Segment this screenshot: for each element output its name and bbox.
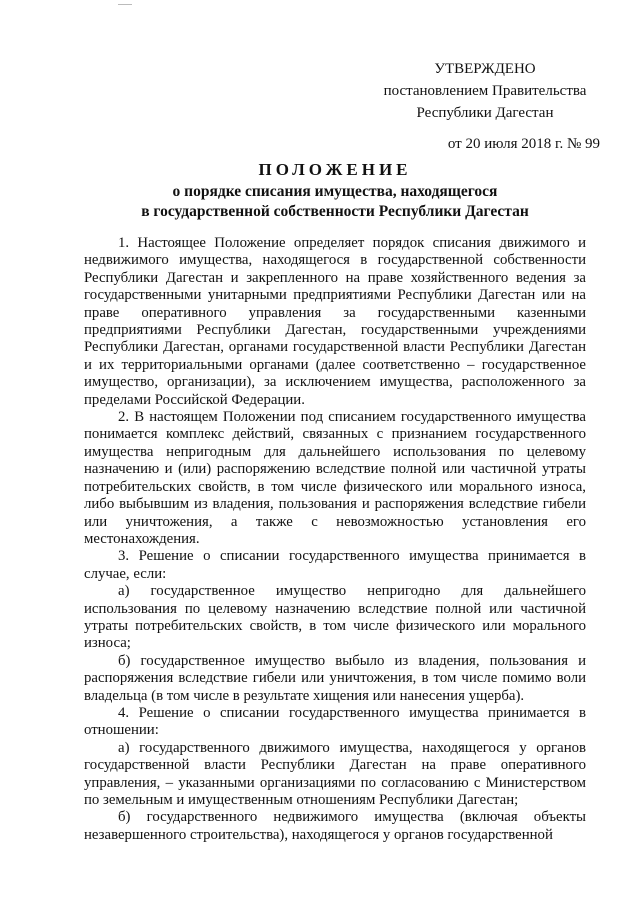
paragraph: б) государственного недвижимого имущества (включая объекты незавершенного строительства), находящегося у органов государственной — [84, 809, 586, 843]
document-title: ПОЛОЖЕНИЕ — [258, 160, 412, 179]
paragraph: 2. В настоящем Положении под списанием государственного имущества понимается комплекс действий, связанных с признанием государственного имущества непригодным для дальнейшего использования по целевому назначению и (или) распоряжению вследствие полной или частичной утраты потребительских свойств, в том числе физического или морального износа, либо выбывшим из владения, пользования и распоряжения вследствие гибели или уничтожения, а также с невозможностью установления его местонахождения. — [84, 409, 586, 547]
document-header — [84, 158, 586, 222]
paragraph: а) государственное имущество непригодно для дальнейшего использования по целевому назначению вследствие полной или частичной утраты потребительских свойств, в том числе физического или морального износа; — [84, 583, 586, 652]
document-subtitle-line-1: о порядке списания имущества, находящегося — [172, 183, 498, 200]
paragraph: б) государственное имущество выбыло из владения, пользования и распоряжения вследствие гибели или уничтожения, в том числе помимо воли владельца (в том числе в результате хищения или нанесения ущерба). — [84, 652, 586, 704]
paragraph: 1. Настоящее Положение определяет порядок списания движимого и недвижимого имущества, находящегося в государственной собственности Республики Дагестан и закрепленного на праве хозяйственного ведения за государственными унитарными предприятиями Республики Дагестан или на праве оперативного управления за государственными казенными предприятиями Республики Дагестан, государственными учреждениями Республики Дагестан, органами государственной власти Республики Дагестан и их территориальными органами (далее соответственно – государственное имущество, организации), за исключением имущества, расположенного за пределами Российской Федерации. — [84, 235, 586, 408]
approval-stamp — [370, 58, 600, 155]
approval-line-1: постановлением Правительства — [383, 83, 587, 99]
scan-mark — [118, 4, 132, 7]
paragraph: а) государственного движимого имущества, находящегося у органов государственной власти Республики Дагестан на праве оперативного управления, – указанными организациями по согласованию с Министерством по земельным и имущественным отношениям Республики Дагестан; — [84, 739, 586, 808]
paragraph: 4. Решение о списании государственного имущества принимается в отношении: — [84, 704, 586, 739]
approval-date: от 20 июля 2018 г. № 99 — [447, 136, 600, 152]
paragraph: 3. Решение о списании государственного имущества принимается в случае, если: — [84, 548, 586, 582]
document-body — [84, 235, 586, 844]
approval-line-2: Республики Дагестан — [416, 105, 554, 121]
document-subtitle-line-2: в государственной собственности Республики Дагестан — [141, 203, 529, 220]
approval-title: УТВЕРЖДЕНО — [434, 61, 536, 77]
